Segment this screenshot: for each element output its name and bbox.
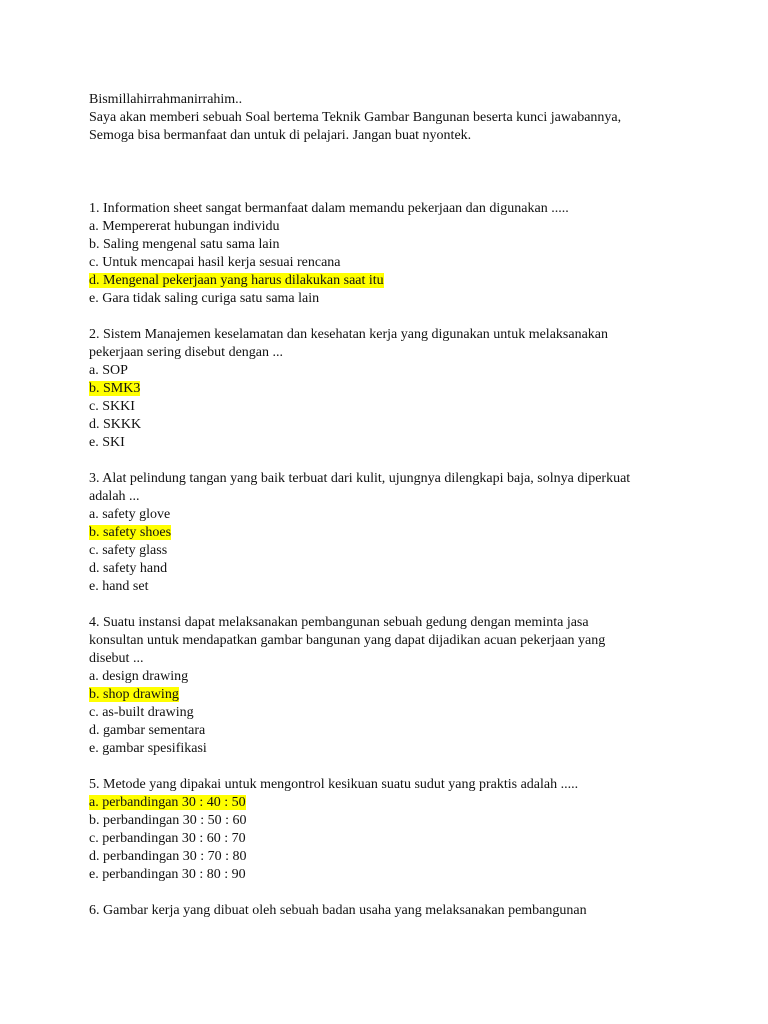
answer-option: c. as-built drawing xyxy=(89,705,194,720)
question-2 xyxy=(89,326,729,452)
answer-highlight: b. safety shoes xyxy=(89,525,172,540)
answer-highlight: b. shop drawing xyxy=(89,687,179,702)
answer-option: c. SKKI xyxy=(89,399,135,414)
answer-option: d. perbandingan 30 : 70 : 80 xyxy=(89,849,247,864)
question-stem: konsultan untuk mendapatkan gambar bangunan yang dapat dijadikan acuan pekerjaan yang xyxy=(89,633,606,648)
question-stem: 1. Information sheet sangat bermanfaat dalam memandu pekerjaan dan digunakan ..... xyxy=(89,201,569,216)
answer-option: d. gambar sementara xyxy=(89,723,206,738)
intro-paragraph xyxy=(89,91,729,145)
intro-line: Bismillahirrahmanirrahim.. xyxy=(89,92,243,107)
question-stem: 6. Gambar kerja yang dibuat oleh sebuah badan usaha yang melaksanakan pembangunan xyxy=(89,903,587,918)
question-3 xyxy=(89,470,729,596)
answer-option-correct xyxy=(89,524,729,542)
answer-option: d. safety hand xyxy=(89,561,168,576)
answer-option-correct xyxy=(89,380,729,398)
question-6 xyxy=(89,902,729,920)
answer-highlight: d. Mengenal pekerjaan yang harus dilakukan saat itu xyxy=(89,273,384,288)
question-5 xyxy=(89,776,729,884)
question-stem: 4. Suatu instansi dapat melaksanakan pembangunan sebuah gedung dengan meminta jasa xyxy=(89,615,589,630)
answer-option: a. safety glove xyxy=(89,507,171,522)
answer-option: a. SOP xyxy=(89,363,128,378)
answer-option: e. gambar spesifikasi xyxy=(89,741,207,756)
intro-line: Saya akan memberi sebuah Soal bertema Teknik Gambar Bangunan beserta kunci jawabannya, xyxy=(89,110,622,125)
question-stem: 2. Sistem Manajemen keselamatan dan kesehatan kerja yang digunakan untuk melaksanakan xyxy=(89,327,608,342)
answer-highlight: b. SMK3 xyxy=(89,381,141,396)
question-stem: pekerjaan sering disebut dengan ... xyxy=(89,345,283,360)
answer-option: a. Mempererat hubungan individu xyxy=(89,219,280,234)
answer-option-correct xyxy=(89,794,729,812)
answer-option: c. Untuk mencapai hasil kerja sesuai rencana xyxy=(89,255,341,270)
answer-option: b. perbandingan 30 : 50 : 60 xyxy=(89,813,247,828)
answer-option-correct xyxy=(89,272,729,290)
answer-option: e. Gara tidak saling curiga satu sama lain xyxy=(89,291,320,306)
answer-option: e. SKI xyxy=(89,435,125,450)
question-4 xyxy=(89,614,729,758)
question-1 xyxy=(89,200,729,308)
intro-line: Semoga bisa bermanfaat dan untuk di pelajari. Jangan buat nyontek. xyxy=(89,128,472,143)
answer-option: c. perbandingan 30 : 60 : 70 xyxy=(89,831,246,846)
question-stem: 3. Alat pelindung tangan yang baik terbuat dari kulit, ujungnya dilengkapi baja, solnya diperkuat xyxy=(89,471,631,486)
question-stem: 5. Metode yang dipakai untuk mengontrol kesikuan suatu sudut yang praktis adalah ..... xyxy=(89,777,579,792)
answer-option: a. design drawing xyxy=(89,669,189,684)
question-stem: disebut ... xyxy=(89,651,144,666)
answer-option: e. hand set xyxy=(89,579,149,594)
answer-option: e. perbandingan 30 : 80 : 90 xyxy=(89,867,246,882)
answer-option: b. Saling mengenal satu sama lain xyxy=(89,237,280,252)
answer-highlight: a. perbandingan 30 : 40 : 50 xyxy=(89,795,246,810)
answer-option: c. safety glass xyxy=(89,543,168,558)
answer-option-correct xyxy=(89,686,729,704)
answer-option: d. SKKK xyxy=(89,417,142,432)
question-stem: adalah ... xyxy=(89,489,140,504)
document-content xyxy=(89,91,729,938)
